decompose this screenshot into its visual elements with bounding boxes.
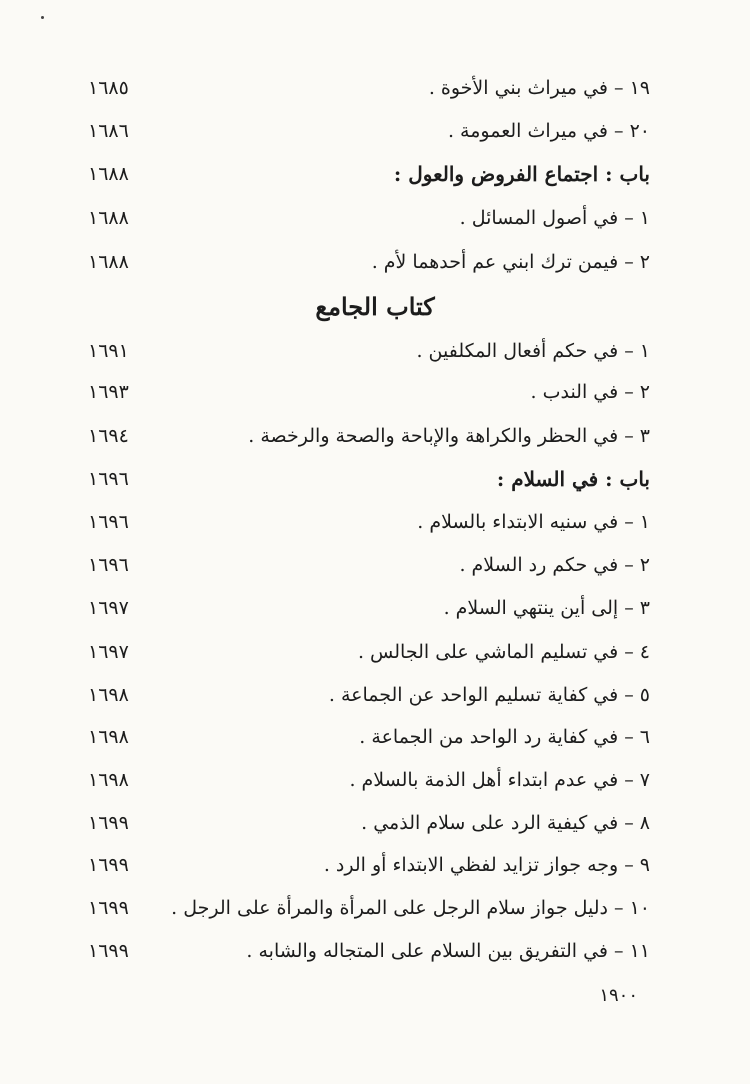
entry-title: ٤ – في تسليم الماشي على الجالس . bbox=[357, 641, 650, 663]
entry-page-number: ١٦٩٤ bbox=[88, 425, 129, 447]
toc-entry bbox=[80, 198, 650, 238]
toc-entry bbox=[80, 372, 650, 412]
entry-page-number: ١٦٩٩ bbox=[88, 897, 129, 919]
entry-title: ٢ – فيمن ترك ابني عم أحدهما لأم . bbox=[371, 251, 650, 273]
section-title: باب : اجتماع الفروض والعول : bbox=[393, 162, 650, 186]
entry-page-number: ١٦٨٥ bbox=[88, 77, 129, 99]
entry-title: ٧ – في عدم ابتداء أهل الذمة بالسلام . bbox=[349, 769, 650, 791]
entry-page-number: ١٦٩٣ bbox=[88, 381, 129, 403]
entry-title: ٣ – في الحظر والكراهة والإباحة والصحة والرخصة . bbox=[248, 425, 650, 447]
entry-title: ٢ – في الندب . bbox=[530, 381, 650, 403]
entry-title: ٢ – في حكم رد السلام . bbox=[459, 554, 650, 576]
toc-entry bbox=[80, 675, 650, 715]
book-heading: كتاب الجامع bbox=[315, 292, 435, 321]
toc-entry bbox=[80, 888, 650, 928]
entry-page-number: ١٦٩٦ bbox=[88, 468, 129, 490]
entry-page-number: ١٦٩٨ bbox=[88, 726, 129, 748]
folio-page-number: ١٩٠٠ bbox=[599, 985, 638, 1006]
entry-page-number: ١٦٨٨ bbox=[88, 207, 129, 229]
entry-title: ٨ – في كيفية الرد على سلام الذمي . bbox=[361, 812, 650, 834]
entry-title: ١ – في سنيه الابتداء بالسلام . bbox=[417, 511, 650, 533]
entry-page-number: ١٦٩٨ bbox=[88, 684, 129, 706]
toc-entry bbox=[80, 416, 650, 456]
toc-entry bbox=[80, 502, 650, 542]
toc-section-heading bbox=[80, 459, 650, 499]
entry-title: ٦ – في كفاية رد الواحد من الجماعة . bbox=[359, 726, 650, 748]
entry-title: ٥ – في كفاية تسليم الواحد عن الجماعة . bbox=[328, 684, 650, 706]
entry-page-number: ١٦٨٨ bbox=[88, 251, 129, 273]
entry-title: ١٩ – في ميراث بني الأخوة . bbox=[428, 77, 650, 99]
entry-title: ٣ – إلى أين ينتهي السلام . bbox=[443, 597, 650, 619]
entry-page-number: ١٦٩٩ bbox=[88, 812, 129, 834]
entry-page-number: ١٦٨٨ bbox=[88, 163, 129, 185]
toc-entry bbox=[80, 588, 650, 628]
toc-entry bbox=[80, 242, 650, 282]
entry-page-number: ١٦٩٦ bbox=[88, 511, 129, 533]
entry-title: ١١ – في التفريق بين السلام على المتجاله والشابه . bbox=[246, 940, 650, 962]
toc-entry bbox=[80, 845, 650, 885]
entry-page-number: ١٦٩٩ bbox=[88, 940, 129, 962]
entry-title: ١ – في حكم أفعال المكلفين . bbox=[416, 340, 650, 362]
entry-title: ٢٠ – في ميراث العمومة . bbox=[447, 120, 650, 142]
entry-title: ٩ – وجه جواز تزايد لفظي الابتداء أو الرد . bbox=[323, 854, 650, 876]
toc-entry bbox=[80, 632, 650, 672]
toc-entry bbox=[80, 68, 650, 108]
toc-section-heading bbox=[80, 154, 650, 194]
toc-entry bbox=[80, 717, 650, 757]
entry-title: ١٠ – دليل جواز سلام الرجل على المرأة والمرأة على الرجل . bbox=[171, 897, 650, 919]
entry-title: ١ – في أصول المسائل . bbox=[459, 207, 650, 229]
entry-page-number: ١٦٩٦ bbox=[88, 554, 129, 576]
toc-entry bbox=[80, 931, 650, 971]
entry-page-number: ١٦٩٧ bbox=[88, 597, 129, 619]
entry-page-number: ١٦٨٦ bbox=[88, 120, 129, 142]
toc-entry bbox=[80, 331, 650, 371]
toc-entry bbox=[80, 111, 650, 151]
entry-page-number: ١٦٩٨ bbox=[88, 769, 129, 791]
toc-entry bbox=[80, 545, 650, 585]
entry-page-number: ١٦٩١ bbox=[88, 340, 129, 362]
entry-page-number: ١٦٩٧ bbox=[88, 641, 129, 663]
toc-entry bbox=[80, 803, 650, 843]
section-title: باب : في السلام : bbox=[496, 467, 650, 491]
entry-page-number: ١٦٩٩ bbox=[88, 854, 129, 876]
toc-entry bbox=[80, 760, 650, 800]
